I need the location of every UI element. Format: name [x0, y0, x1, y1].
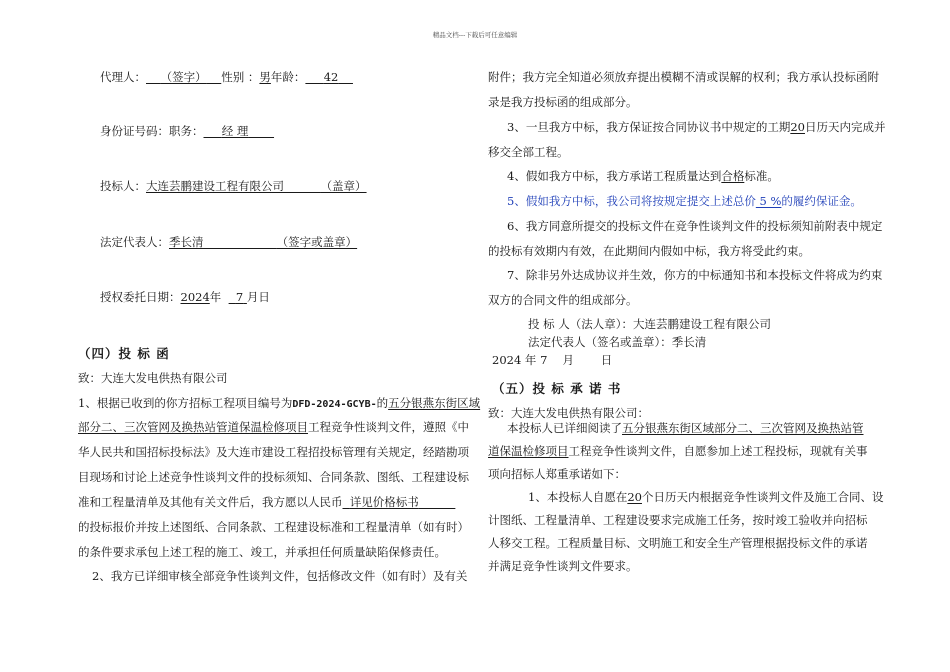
date-month: 7 [235, 290, 244, 304]
commitment-recipient: 致：大连大发电供热有限公司： [488, 406, 649, 420]
c1-line-3: 人移交工程。工程质量目标、文明施工和安全生产管理根据投标文件的承诺 [488, 536, 868, 550]
signature-legal-rep: 法定代表人（签名或盖章）：季长清 [528, 335, 707, 349]
bidder-line [100, 178, 367, 194]
gender-value: 男 [259, 70, 271, 84]
signature-bidder: 投 标 人（法人章）：大连芸鹏建设工程有限公司 [528, 317, 772, 331]
intro-line-3: 项向招标人郑重承诺如下： [488, 467, 626, 481]
c1-line-2: 计图纸、工程量清单、工程建设要求完成施工任务，按时竣工验收并向招标 [488, 513, 868, 527]
p4-line: 4、假如我方中标，我方承诺工程质量达到合格标准。 [507, 169, 779, 183]
id-position-line [100, 123, 274, 139]
p3-line-1: 3、一旦我方中标，我方保证按合同协议书中规定的工期20日历天内完成并 [507, 120, 886, 134]
legal-rep-line [100, 234, 357, 250]
project-code: DFD-2024-GCYB- [292, 399, 377, 410]
date-month-unit: 月日 [246, 290, 270, 304]
intro-line-2: 道保温检修项目工程竞争性谈判文件，自愿参加上述工程投标，现就有关事 [488, 444, 868, 458]
p3-line-2: 移交全部工程。 [488, 145, 569, 159]
project-name-part-1: 五分银燕东街区域 [388, 396, 481, 410]
section-4-title: （四）投 标 函 [78, 346, 170, 361]
agent-label: 代理人： [100, 70, 146, 84]
date-year: 2024 [180, 290, 210, 304]
section-5-title: （五）投 标 承 诺 书 [492, 381, 622, 396]
p7-line-1: 7、除非另外达成协议并生效，你方的中标通知书和本投标文件将成为约束 [507, 268, 883, 282]
legal-label: 法定代表人： [100, 235, 169, 249]
auth-date-line [100, 289, 270, 305]
p2-line-1: 2、我方已详细审核全部竞争性谈判文件，包括修改文件（如有时）及有关 [92, 569, 468, 583]
agent-value: （签字） [160, 70, 207, 84]
p7-line-2: 双方的合同文件的组成部分。 [488, 293, 638, 307]
p2-line-2: 附件；我方完全知道必须放弃提出模糊不清或误解的权利；我方承认投标函附 [488, 70, 879, 84]
c1-line-1: 1、本投标人自愿在20个日历天内根据竞争性谈判文件及施工合同、设 [528, 490, 884, 504]
contract-days: 20 [790, 120, 805, 134]
age-label: 年龄： [270, 70, 306, 84]
p1-line-5: 准和工程量清单及其他有关文件后，我方愿以人民币 详见价格标书 [78, 494, 455, 510]
intro-project-name-part-2: 道保温检修项目 [488, 444, 569, 458]
p6-line-1: 6、我方同意所提交的投标文件在竞争性谈判文件的投标须知前附表中规定 [507, 219, 883, 233]
legal-value: 季长清 （签字或盖章） [169, 235, 358, 249]
p5-line: 5、假如我方中标，我公司将按规定提交上述总价 5 %的履约保证金。 [507, 194, 862, 208]
commitment-days: 20 [627, 490, 642, 504]
agent-line [100, 69, 353, 85]
p1-line-1: 1、根据已收到的你方招标工程项目编号为DFD-2024-GCYB-的五分银燕东街区域 [78, 396, 481, 410]
position-value: 经 理 [221, 124, 249, 138]
page-header: 精品文档---下载后可任意编辑 [432, 31, 518, 39]
bid-price: 详见价格标书 [349, 495, 419, 509]
quality-standard: 合格 [721, 169, 745, 183]
p1-line-4: 目现场和讨论上述竞争性谈判文件的投标须知、合同条款、图纸、工程建设标 [78, 470, 469, 484]
performance-bond-percent: 5 % [755, 194, 782, 208]
p1-line-3: 华人民共和国招标投标法》及大连市建设工程招投标管理有关规定，经踏勘项 [78, 445, 469, 459]
date-label: 授权委托日期： [100, 290, 181, 304]
p1-line-6: 的投标报价并按上述图纸、合同条款、工程建设标准和工程量清单（如有时） [78, 520, 469, 534]
bidder-value: 大连芸鹏建设工程有限公司 （盖章） [146, 179, 367, 193]
bidder-label: 投标人： [100, 179, 146, 193]
gender-label: 性别 ： [221, 70, 260, 84]
id-label: 身份证号码：职务： [100, 124, 204, 138]
p1-line-2: 部分二、三次管网及换热站管道保温检修项目工程竞争性谈判文件，遵照《中 [78, 420, 469, 434]
letter-recipient: 致：大连大发电供热有限公司 [78, 371, 228, 385]
c1-line-4: 并满足竞争性谈判文件要求。 [488, 559, 638, 573]
intro-line-1: 本投标人已详细阅读了五分银燕东街区域部分二、三次管网及换热站管 [507, 421, 864, 435]
p2-line-3: 录是我方投标函的组成部分。 [488, 95, 638, 109]
project-name-part-2: 部分二、三次管网及换热站管道保温检修项目 [78, 420, 308, 434]
p1-line-7: 的条件要求承包上述工程的施工、竣工，并承担任何质量缺陷保修责任。 [78, 545, 446, 559]
age-value: 42 [323, 70, 339, 84]
intro-project-name-part-1: 五分银燕东街区域部分二、三次管网及换热站管 [622, 421, 864, 435]
p6-line-2: 的投标有效期内有效，在此期间内假如中标，我方将受此约束。 [488, 244, 810, 258]
date-year-unit: 年 [209, 290, 222, 304]
signature-date: 2024 年 7 月 日 [492, 353, 613, 367]
